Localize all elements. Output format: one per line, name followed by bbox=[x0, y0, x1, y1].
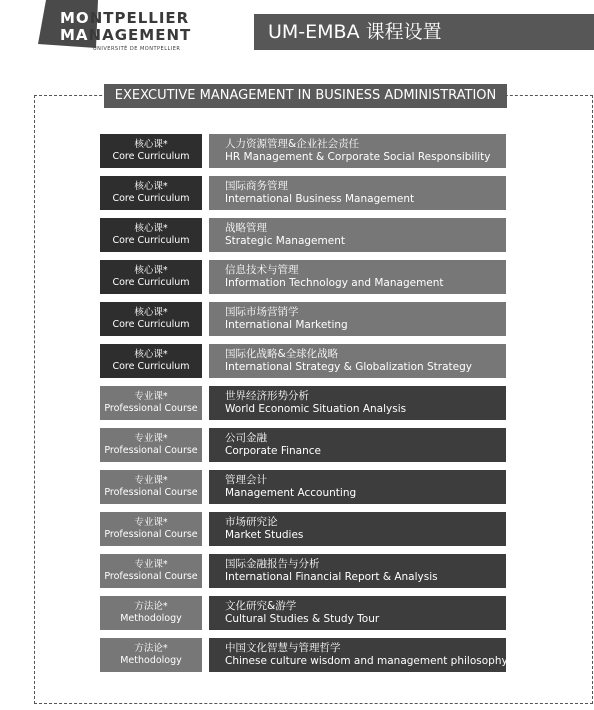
course-row bbox=[100, 428, 506, 462]
course-name-cn: 信息技术与管理 bbox=[225, 264, 299, 276]
category-label-en: Methodology bbox=[120, 613, 182, 624]
course-category bbox=[100, 302, 202, 336]
course-category bbox=[100, 470, 202, 504]
category-label-en: Core Curriculum bbox=[112, 277, 190, 288]
course-name-cn: 管理会计 bbox=[225, 474, 267, 486]
course-name-en: International Strategy & Globalization Strategy bbox=[225, 361, 473, 373]
course-name bbox=[209, 596, 506, 630]
category-label-cn: 方法论* bbox=[134, 643, 168, 654]
logo-line-1: MONTPELLIER bbox=[60, 9, 190, 27]
course-category bbox=[100, 554, 202, 588]
course-name-en: Corporate Finance bbox=[225, 445, 321, 457]
category-label-cn: 核心课* bbox=[134, 307, 168, 318]
category-label-en: Professional Course bbox=[104, 487, 198, 498]
category-label-cn: 核心课* bbox=[134, 223, 168, 234]
course-row bbox=[100, 512, 506, 546]
category-label-en: Core Curriculum bbox=[112, 319, 190, 330]
course-name bbox=[209, 134, 506, 168]
course-name-cn: 国际金融报告与分析 bbox=[225, 558, 320, 570]
course-name bbox=[209, 638, 506, 672]
course-name-cn: 世界经济形势分析 bbox=[225, 390, 309, 402]
category-label-en: Core Curriculum bbox=[112, 361, 190, 372]
course-category bbox=[100, 134, 202, 168]
course-name bbox=[209, 176, 506, 210]
course-category bbox=[100, 344, 202, 378]
course-name-en: International Financial Report & Analysis bbox=[225, 571, 438, 583]
course-name-cn: 文化研究&游学 bbox=[225, 600, 297, 612]
course-name bbox=[209, 260, 506, 294]
category-label-cn: 专业课* bbox=[134, 517, 168, 528]
course-name bbox=[209, 302, 506, 336]
course-row bbox=[100, 134, 506, 168]
course-name bbox=[209, 512, 506, 546]
course-category bbox=[100, 218, 202, 252]
course-name bbox=[209, 386, 506, 420]
course-name-cn: 公司金融 bbox=[225, 432, 267, 444]
course-row bbox=[100, 260, 506, 294]
course-name-cn: 国际市场营销学 bbox=[225, 306, 299, 318]
category-label-en: Core Curriculum bbox=[112, 235, 190, 246]
course-name-cn: 人力资源管理&企业社会责任 bbox=[225, 138, 360, 150]
course-name-en: Cultural Studies & Study Tour bbox=[225, 613, 380, 625]
course-category bbox=[100, 596, 202, 630]
course-row bbox=[100, 344, 506, 378]
course-category bbox=[100, 176, 202, 210]
course-name-en: Strategic Management bbox=[225, 235, 345, 247]
category-label-cn: 核心课* bbox=[134, 181, 168, 192]
montpellier-management-logo bbox=[38, 0, 198, 54]
program-title: EXEXCUTIVE MANAGEMENT IN BUSINESS ADMINISTRATION bbox=[104, 84, 507, 108]
course-category bbox=[100, 386, 202, 420]
course-category bbox=[100, 512, 202, 546]
course-name-en: International Business Management bbox=[225, 193, 415, 205]
course-name-en: World Economic Situation Analysis bbox=[225, 403, 407, 415]
category-label-cn: 专业课* bbox=[134, 559, 168, 570]
course-name-cn: 国际商务管理 bbox=[225, 180, 288, 192]
category-label-cn: 专业课* bbox=[134, 475, 168, 486]
course-name bbox=[209, 470, 506, 504]
course-name-cn: 中国文化智慧与管理哲学 bbox=[225, 642, 341, 654]
category-label-cn: 方法论* bbox=[134, 601, 168, 612]
course-name bbox=[209, 344, 506, 378]
course-row bbox=[100, 596, 506, 630]
category-label-en: Professional Course bbox=[104, 445, 198, 456]
category-label-en: Professional Course bbox=[104, 403, 198, 414]
page-title: UM-EMBA 课程设置 bbox=[254, 14, 594, 50]
course-name-en: Management Accounting bbox=[225, 487, 357, 499]
category-label-cn: 核心课* bbox=[134, 349, 168, 360]
course-row bbox=[100, 218, 506, 252]
course-name-en: Chinese culture wisdom and management philosophy bbox=[225, 655, 508, 667]
course-row bbox=[100, 302, 506, 336]
course-name-en: HR Management & Corporate Social Responsibility bbox=[225, 151, 491, 163]
course-row bbox=[100, 386, 506, 420]
course-name-en: Market Studies bbox=[225, 529, 304, 541]
course-name bbox=[209, 218, 506, 252]
category-label-en: Core Curriculum bbox=[112, 193, 190, 204]
category-label-cn: 核心课* bbox=[134, 265, 168, 276]
category-label-en: Methodology bbox=[120, 655, 182, 666]
course-name-en: International Marketing bbox=[225, 319, 348, 331]
course-list bbox=[100, 134, 506, 680]
course-name-cn: 战略管理 bbox=[225, 222, 267, 234]
logo-line-2: MANAGEMENT bbox=[60, 26, 192, 44]
course-row bbox=[100, 554, 506, 588]
category-label-cn: 核心课* bbox=[134, 139, 168, 150]
category-label-cn: 专业课* bbox=[134, 433, 168, 444]
course-name bbox=[209, 554, 506, 588]
course-category bbox=[100, 428, 202, 462]
course-row bbox=[100, 176, 506, 210]
course-row bbox=[100, 470, 506, 504]
course-name bbox=[209, 428, 506, 462]
course-name-cn: 市场研究论 bbox=[225, 516, 278, 528]
category-label-cn: 专业课* bbox=[134, 391, 168, 402]
course-category bbox=[100, 638, 202, 672]
logo-subtitle: UNIVERSITÉ DE MONTPELLIER bbox=[93, 46, 181, 52]
course-name-cn: 国际化战略&全球化战略 bbox=[225, 348, 339, 360]
category-label-en: Professional Course bbox=[104, 571, 198, 582]
category-label-en: Core Curriculum bbox=[112, 151, 190, 162]
category-label-en: Professional Course bbox=[104, 529, 198, 540]
course-name-en: Information Technology and Management bbox=[225, 277, 444, 289]
course-category bbox=[100, 260, 202, 294]
course-row bbox=[100, 638, 506, 672]
